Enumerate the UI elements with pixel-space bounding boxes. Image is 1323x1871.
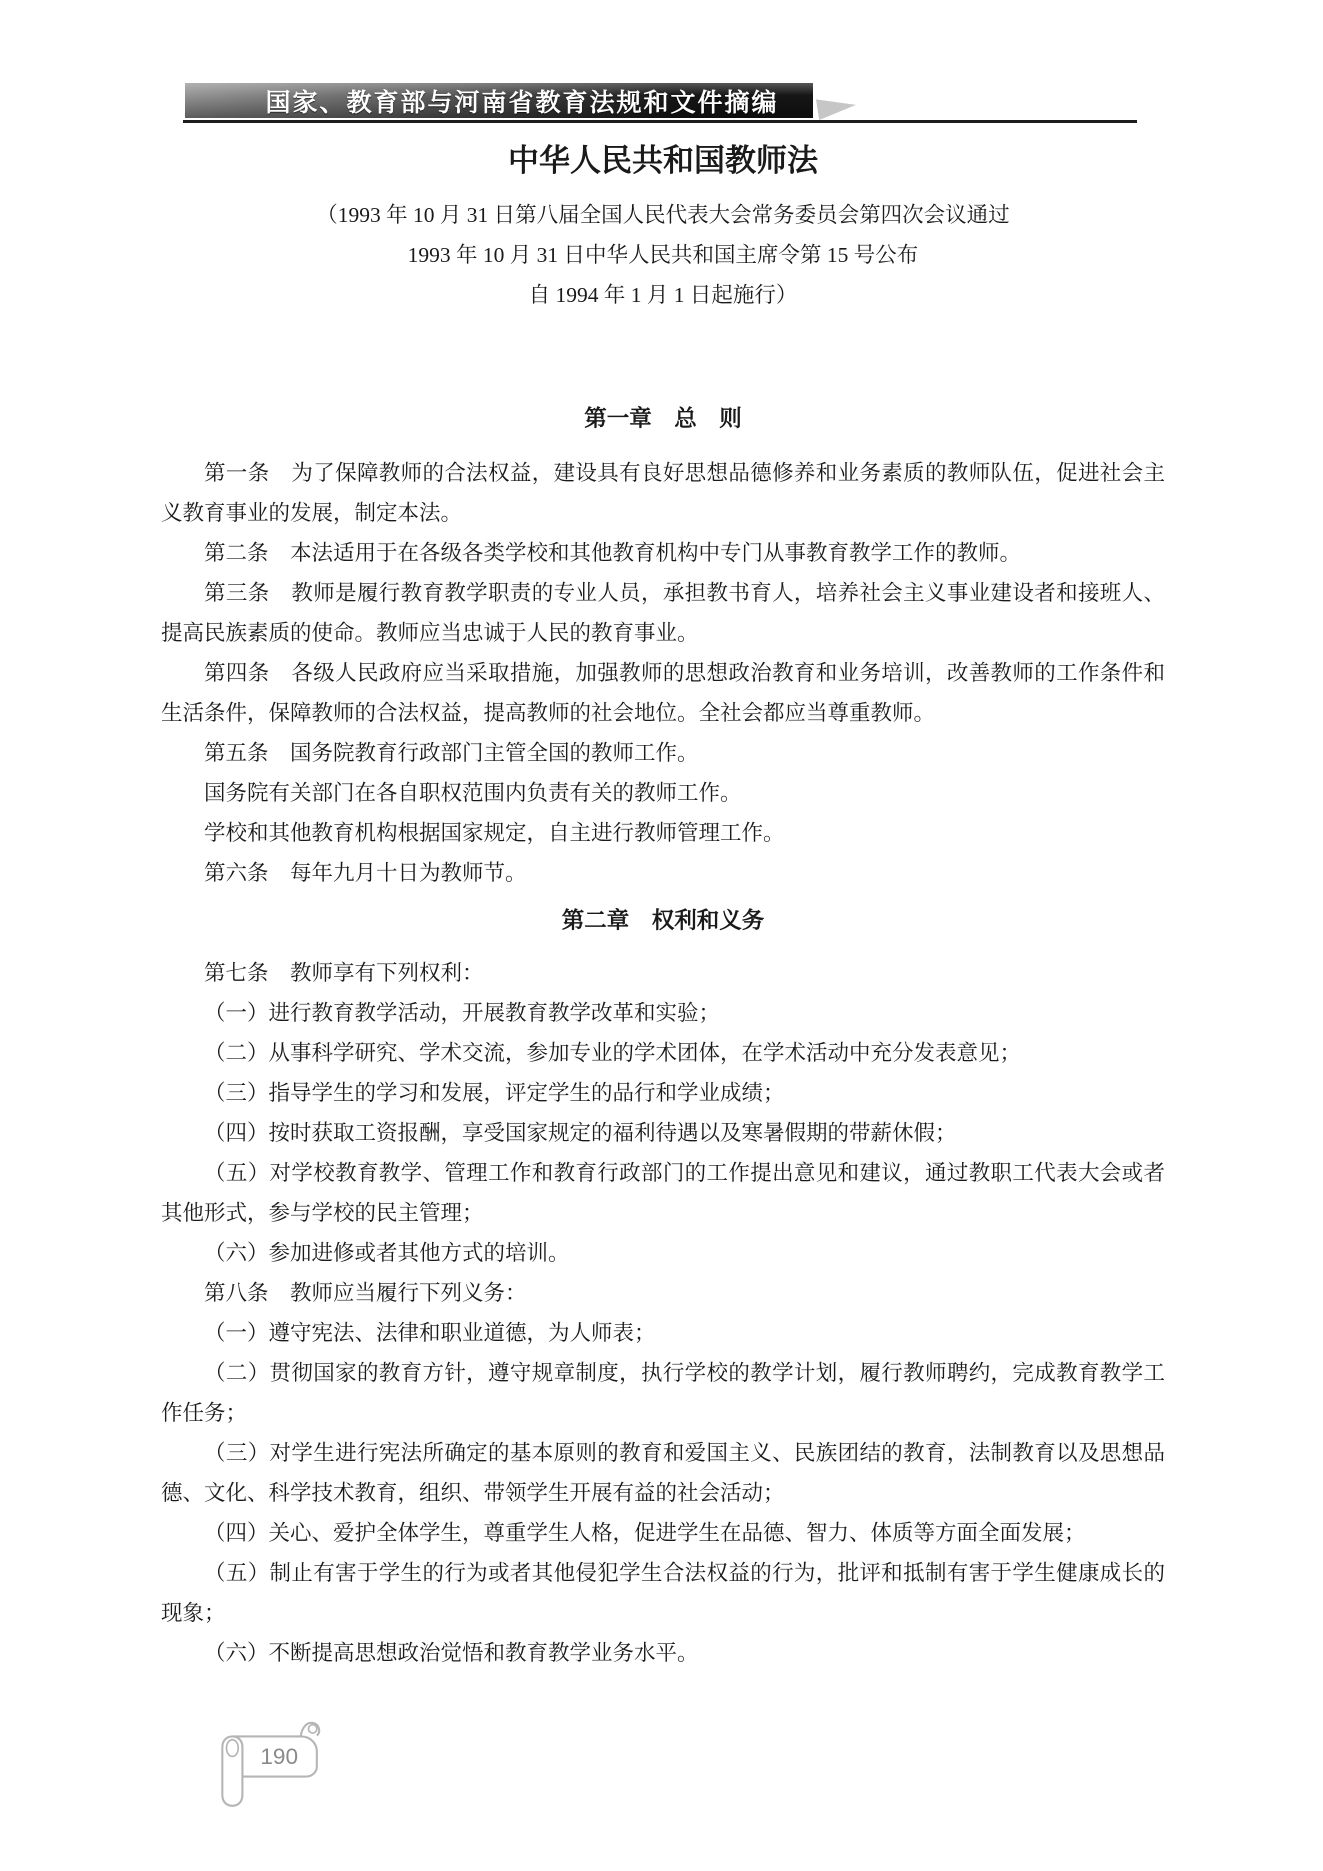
chapter-2-heading: 第二章 权利和义务 xyxy=(561,908,765,933)
law-paragraph: 第一条 为了保障教师的合法权益，建设具有良好思想品德修养和业务素质的教师队伍，促进社会主义教育事业的发展，制定本法。 xyxy=(161,461,1165,525)
preamble-line: 1993 年 10 月 31 日中华人民共和国主席令第 15 号公布 xyxy=(407,243,919,267)
header-divider xyxy=(183,120,1137,123)
preamble-line: 自 1994 年 1 月 1 日起施行） xyxy=(528,283,798,307)
chapter-1-heading: 第一章 总 则 xyxy=(584,406,742,431)
document-preamble xyxy=(161,195,1165,315)
law-paragraph: （一）遵守宪法、法律和职业道德，为人师表； xyxy=(204,1321,656,1345)
page-footer xyxy=(205,1718,335,1810)
law-paragraph: 国务院有关部门在各自职权范围内负责有关的教师工作。 xyxy=(204,781,742,805)
law-paragraph: （二）从事科学研究、学术交流，参加专业的学术团体，在学术活动中充分发表意见； xyxy=(204,1041,1022,1065)
law-paragraph: （四）关心、爱护全体学生，尊重学生人格，促进学生在品德、智力、体质等方面全面发展； xyxy=(204,1521,1086,1545)
law-paragraph: （三）对学生进行宪法所确定的基本原则的教育和爱国主义、民族团结的教育，法制教育以及思想品德、文化、科学技术教育，组织、带领学生开展有益的社会活动； xyxy=(161,1441,1165,1505)
law-paragraph: 第六条 每年九月十日为教师节。 xyxy=(204,861,527,885)
law-paragraph: （六）不断提高思想政治觉悟和教育教学业务水平。 xyxy=(204,1641,699,1665)
law-paragraph: （六）参加进修或者其他方式的培训。 xyxy=(204,1241,570,1265)
page-number: 190 xyxy=(260,1744,299,1769)
document-title: 中华人民共和国教师法 xyxy=(508,143,818,178)
law-paragraph: （五）对学校教育教学、管理工作和教育行政部门的工作提出意见和建议，通过教职工代表大会或者其他形式，参与学校的民主管理； xyxy=(161,1161,1165,1225)
preamble-line: （1993 年 10 月 31 日第八届全国人民代表大会常务委员会第四次会议通过 xyxy=(316,203,1010,227)
law-paragraph: 第五条 国务院教育行政部门主管全国的教师工作。 xyxy=(204,741,699,765)
law-paragraph: 第七条 教师享有下列权利： xyxy=(204,961,484,985)
law-paragraph: 学校和其他教育机构根据国家规定，自主进行教师管理工作。 xyxy=(204,821,785,845)
law-paragraph: （四）按时获取工资报酬，享受国家规定的福利待遇以及寒暑假期的带薪休假； xyxy=(204,1121,957,1145)
law-paragraph: （三）指导学生的学习和发展，评定学生的品行和学业成绩； xyxy=(204,1081,785,1105)
law-paragraph: 第二条 本法适用于在各级各类学校和其他教育机构中专门从事教育教学工作的教师。 xyxy=(204,541,1022,565)
law-paragraph: （五）制止有害于学生的行为或者其他侵犯学生合法权益的行为，批评和抵制有害于学生健康成长的现象； xyxy=(161,1561,1165,1625)
banner-arrow-icon xyxy=(816,99,856,120)
law-paragraph: （二）贯彻国家的教育方针，遵守规章制度，执行学校的教学计划，履行教师聘约，完成教育教学工作任务； xyxy=(161,1361,1165,1425)
law-paragraph: 第三条 教师是履行教育教学职责的专业人员，承担教书育人，培养社会主义事业建设者和接班人、提高民族素质的使命。教师应当忠诚于人民的教育事业。 xyxy=(161,581,1165,645)
law-paragraph: 第八条 教师应当履行下列义务： xyxy=(204,1281,527,1305)
law-paragraph: （一）进行教育教学活动，开展教育教学改革和实验； xyxy=(204,1001,721,1025)
law-paragraph: 第四条 各级人民政府应当采取措施，加强教师的思想政治教育和业务培训，改善教师的工作条件和生活条件，保障教师的合法权益，提高教师的社会地位。全社会都应当尊重教师。 xyxy=(161,661,1165,725)
scroll-icon xyxy=(205,1718,335,1810)
header-banner-text: 国家、教育部与河南省教育法规和文件摘编 xyxy=(265,89,779,117)
header-banner xyxy=(185,83,813,118)
document-content xyxy=(161,141,1165,1673)
